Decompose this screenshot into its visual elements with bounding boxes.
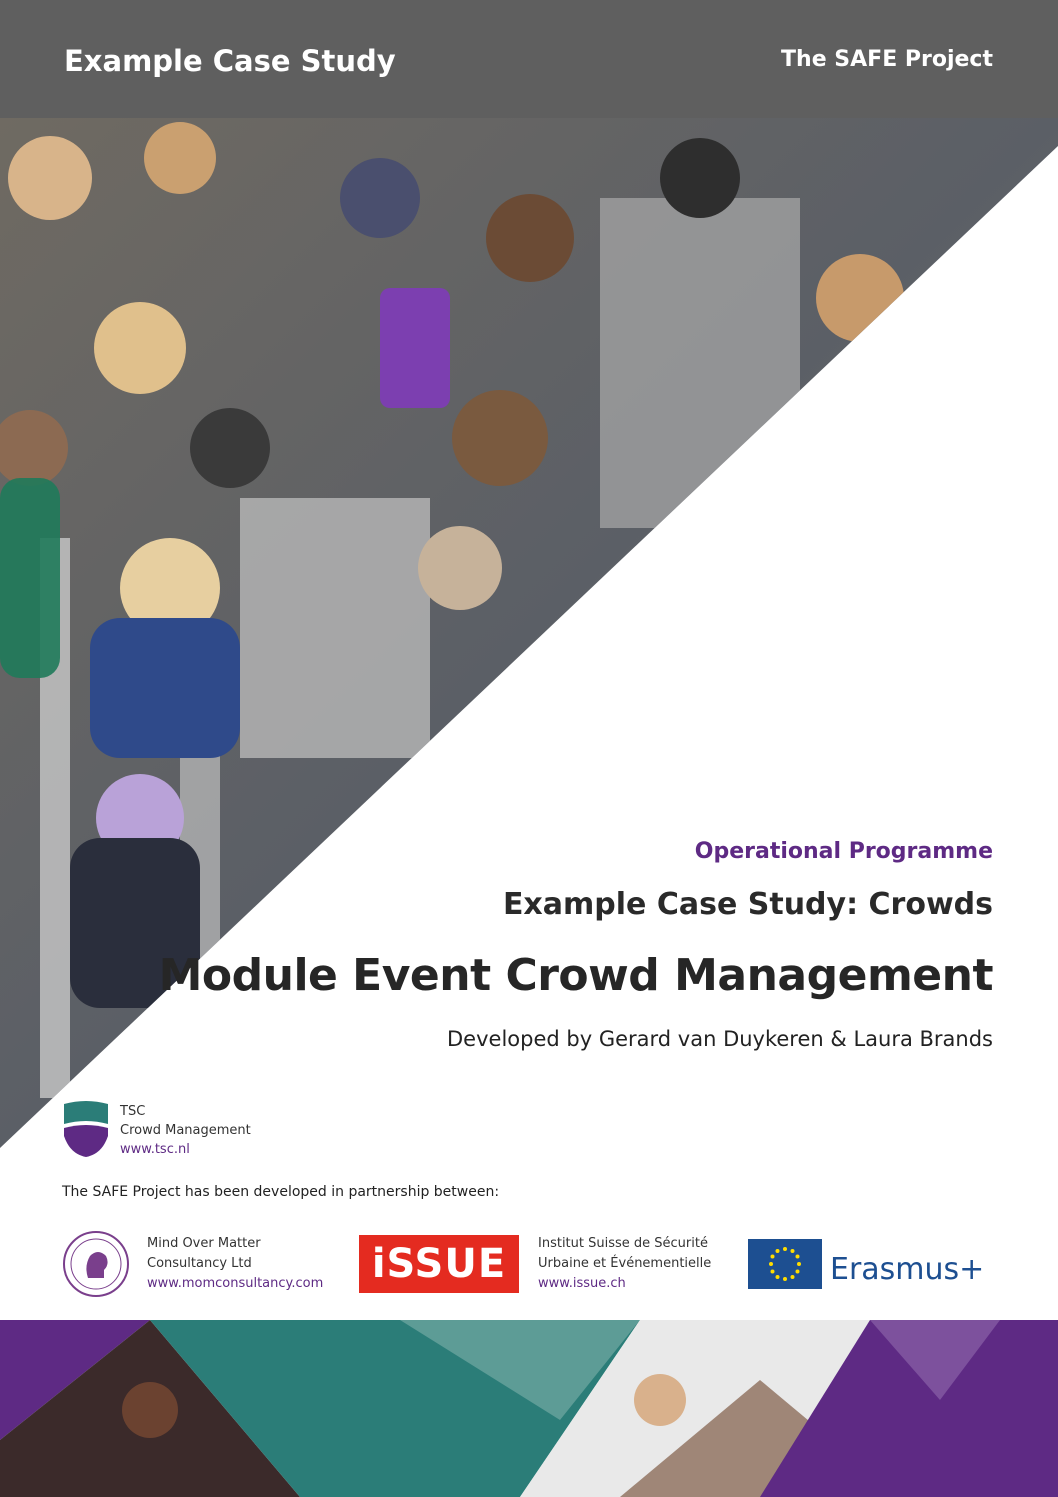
mom-link[interactable]: www.momconsultancy.com [147, 1276, 324, 1291]
issue-link[interactable]: www.issue.ch [538, 1276, 626, 1291]
authors-line: Developed by Gerard van Duykeren & Laura Brands [447, 1027, 993, 1051]
main-title: Module Event Crowd Management [158, 950, 993, 1001]
mom-seal-icon [62, 1230, 130, 1298]
eu-flag-icon [748, 1239, 822, 1289]
issue-name-line1: Institut Suisse de Sécurité [538, 1236, 708, 1251]
tsc-shield-icon [62, 1100, 110, 1158]
issue-name-line2: Urbaine et Événementielle [538, 1256, 712, 1271]
tsc-subtitle: Crowd Management [120, 1123, 251, 1138]
partner-logos-row [0, 1230, 1058, 1300]
partnership-text: The SAFE Project has been developed in partnership between: [62, 1184, 500, 1200]
tsc-name: TSC [120, 1104, 146, 1119]
case-study-subtitle: Example Case Study: Crowds [502, 887, 993, 922]
mom-name-line1: Mind Over Matter [147, 1236, 261, 1251]
issue-logo: iSSUE [359, 1235, 519, 1293]
header-right-title: The SAFE Project [781, 47, 993, 72]
tsc-link[interactable]: www.tsc.nl [120, 1142, 190, 1157]
mom-name-line2: Consultancy Ltd [147, 1256, 252, 1271]
header-bar [0, 0, 1058, 118]
footer-decorative-band [0, 1320, 1058, 1497]
programme-label: Operational Programme [694, 839, 993, 864]
header-left-title: Example Case Study [64, 44, 396, 78]
erasmus-label: Erasmus+ [830, 1252, 985, 1287]
